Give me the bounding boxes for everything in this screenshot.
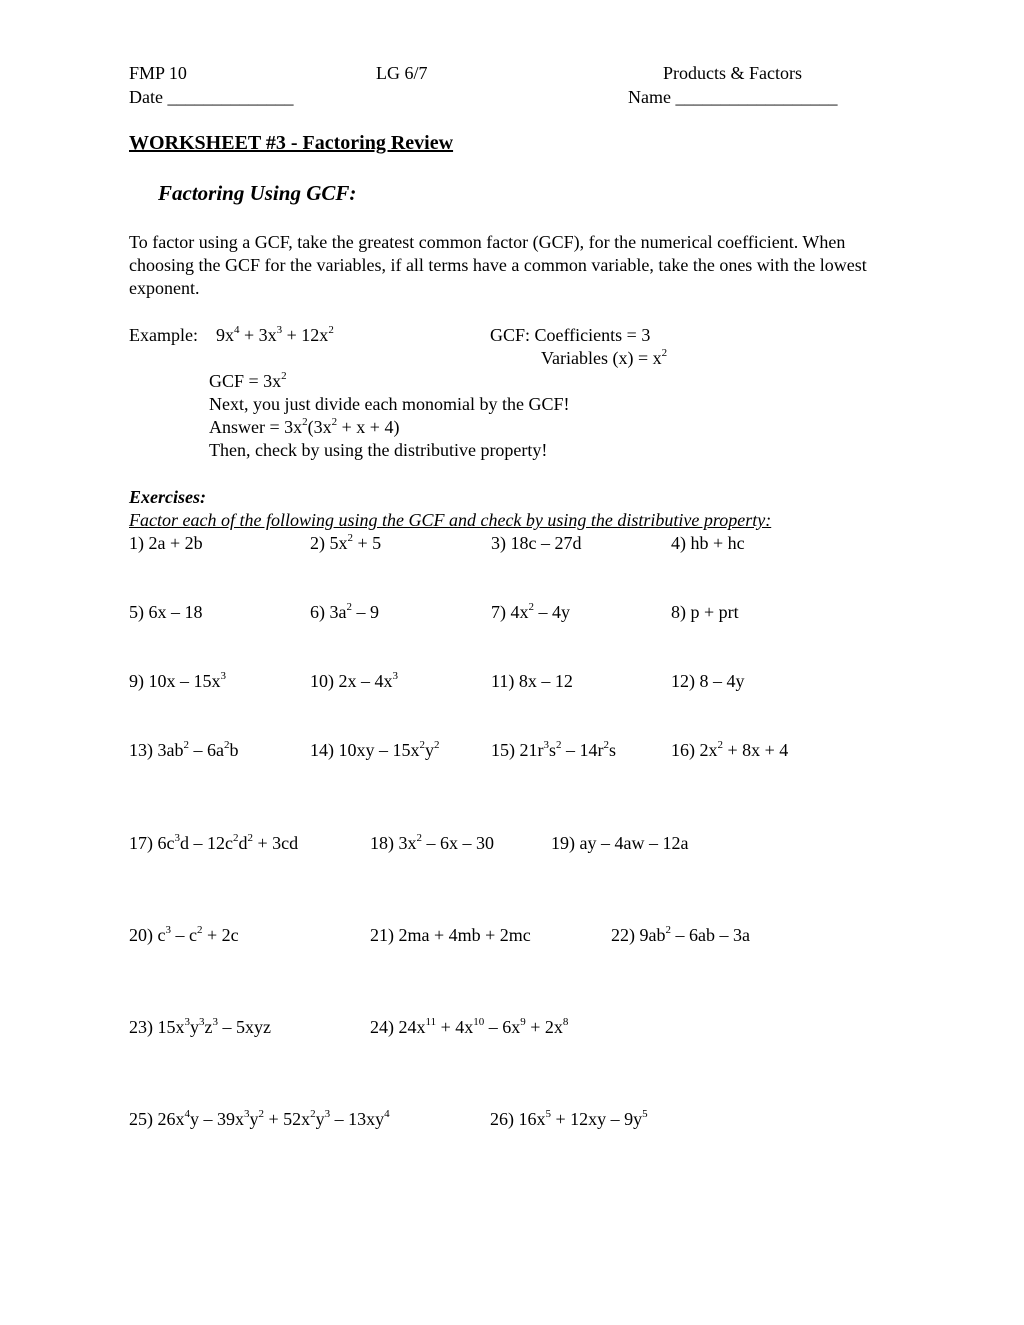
example-check: Then, check by using the distributive property!	[209, 440, 548, 460]
example-label: Example:	[129, 325, 198, 345]
exercises-instructions: Factor each of the following using the GCF and check by using the distributive property:	[129, 510, 772, 530]
problem-item: 9) $10x - 15x^3$	[129, 670, 226, 691]
exercises-heading: Exercises:	[129, 487, 206, 507]
example-expression: $9x^4 + 3x^3 + 12x^2$	[216, 324, 334, 345]
problem-item: 2) $5x^2 + 5$	[310, 532, 382, 553]
intro-paragraph: To factor using a GCF, take the greatest common factor (GCF), for the numerical coefficient. When choosing the GCF for the variables, if all terms have a common variable, take the ones with the lowest exponent.	[129, 232, 867, 298]
problem-item: 4) hb + hc	[671, 533, 745, 553]
section-subtitle: Factoring Using GCF:	[158, 181, 357, 205]
problem-item: 22) $9ab^2 - 6ab - 3a$	[611, 924, 750, 945]
example-gcf-coefficients: GCF: Coefficients = 3	[490, 325, 651, 345]
problem-item: 25) $26x^4y - 39x^3y^2 + 52x^2y^3 - 13xy^4$	[129, 1108, 390, 1129]
problem-item: 8) p + prt	[671, 602, 739, 622]
course-label: FMP 10	[129, 63, 187, 83]
problem-item: 5) 6x – 18	[129, 602, 203, 622]
problem-item: 15) $21r^3s^2 - 14r^2s$	[491, 739, 617, 760]
problem-item: 14) $10xy - 15x^2y^2$	[310, 739, 440, 760]
problem-item: 24) $24x^{11} + 4x^{10} - 6x^9 + 2x^8$	[370, 1016, 569, 1037]
problem-item: 20) $c^3 - c^2 + 2c$	[129, 924, 239, 945]
problem-item: 11) 8x – 12	[491, 671, 573, 691]
example-answer: Answer = $3x^2(3x^2 + x + 4)$	[209, 416, 400, 437]
name-field: Name __________________	[628, 87, 838, 107]
problem-item: 21) 2ma + 4mb + 2mc	[370, 925, 531, 945]
date-field: Date ______________	[129, 87, 294, 107]
example-gcf: GCF = $3x^2$	[209, 370, 287, 391]
problem-item: 1) 2a + 2b	[129, 533, 203, 553]
problem-item: 10) $2x - 4x^3$	[310, 670, 398, 691]
problem-item: 18) $3x^2 - 6x - 30$	[370, 832, 494, 853]
lesson-label: LG 6/7	[376, 63, 428, 83]
problem-item: 13) $3ab^2 - 6a^2b$	[129, 739, 239, 760]
example-step: Next, you just divide each monomial by the GCF!	[209, 394, 570, 414]
unit-label: Products & Factors	[663, 63, 802, 83]
worksheet-title: WORKSHEET #3 - Factoring Review	[129, 132, 454, 154]
problem-item: 17) $6c^3d - 12c^2d^2 + 3cd$	[129, 832, 299, 853]
problem-item: 23) $15x^3y^3z^3 - 5xyz$	[129, 1016, 271, 1037]
problem-item: 3) 18c – 27d	[491, 533, 582, 553]
problem-item: 19) ay – 4aw – 12a	[551, 833, 689, 853]
problem-item: 12) 8 – 4y	[671, 671, 745, 691]
problem-item: 6) $3a^2 - 9$	[310, 601, 379, 622]
problem-item: 7) $4x^2 - 4y$	[491, 601, 570, 622]
problem-item: 26) $16x^5 + 12xy - 9y^5$	[490, 1108, 648, 1129]
example-gcf-variables: Variables $(x) = x^2$	[541, 347, 668, 368]
problem-item: 16) $2x^2 + 8x + 4$	[671, 739, 789, 760]
